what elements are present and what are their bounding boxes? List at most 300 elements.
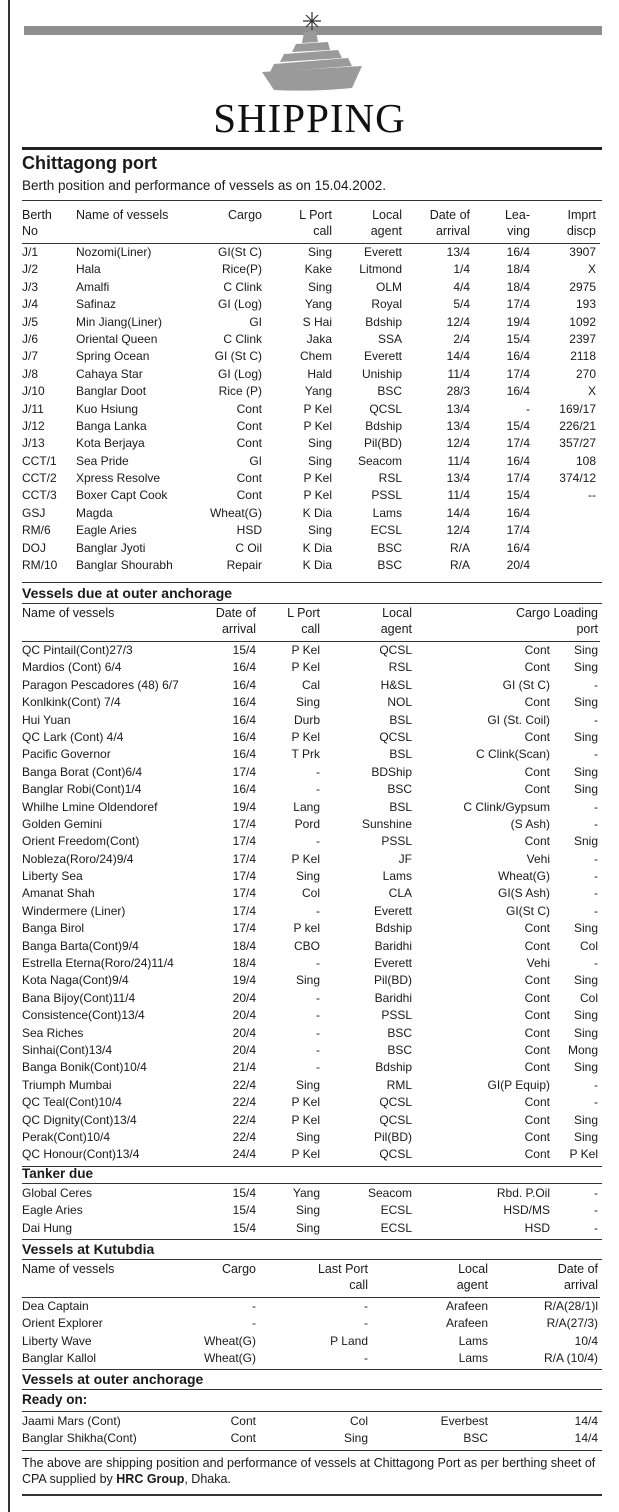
cell-vessel: Dai Hung bbox=[22, 1220, 73, 1235]
cell-lport: P Kel bbox=[303, 418, 332, 433]
cell-agent: Pil(BD) bbox=[374, 1129, 412, 1144]
cell-arrival: 17/4 bbox=[232, 851, 256, 866]
cell-import: 193 bbox=[575, 297, 596, 312]
cell-cargo: Cont bbox=[524, 834, 550, 849]
masthead-title: SHIPPING bbox=[213, 95, 406, 141]
outer-due-header bbox=[22, 605, 600, 639]
cell-vessel: Whilhe Lmine Oldendoref bbox=[22, 799, 158, 814]
cell-cargo: HSD bbox=[524, 1220, 550, 1235]
cell-loading: - bbox=[594, 712, 598, 727]
cell-vessel: Banga Barta(Cont)9/4 bbox=[22, 938, 139, 953]
cell-vessel: Estrella Eterna(Roro/24)11/4 bbox=[22, 956, 174, 971]
cell-loading: - bbox=[594, 816, 598, 831]
cell-lport: Lang bbox=[293, 799, 320, 814]
ready-table bbox=[22, 1413, 600, 1448]
cell-berth: J/1 bbox=[22, 245, 39, 259]
cell-agent: QCSL bbox=[379, 1112, 412, 1127]
cell-lport: K Dia bbox=[302, 558, 332, 573]
cell-loading: - bbox=[594, 677, 598, 692]
outer-due-row bbox=[22, 920, 600, 937]
col-lport: L Port call bbox=[299, 208, 332, 238]
cell-berth: CCT/1 bbox=[22, 453, 57, 468]
cell-import: 2118 bbox=[570, 349, 596, 364]
cell-arrival: 14/4 bbox=[574, 1431, 598, 1446]
cell-lport: - bbox=[316, 1042, 320, 1057]
cell-cargo: HSD/MS bbox=[503, 1203, 550, 1218]
cell-agent: PSSL bbox=[371, 488, 402, 503]
masthead-rule bbox=[22, 147, 602, 150]
cell-arrival: 20/4 bbox=[232, 990, 256, 1005]
tanker-row bbox=[22, 1185, 600, 1202]
cell-arrival: 11/4 bbox=[447, 488, 470, 503]
cell-lport: Sing bbox=[307, 436, 332, 451]
cell-cargo: GI bbox=[249, 314, 262, 329]
cell-import: 226/21 bbox=[559, 418, 596, 433]
cell-leaving: 20/4 bbox=[506, 558, 530, 573]
berth-row bbox=[22, 331, 600, 348]
cell-loading: - bbox=[594, 886, 598, 901]
cell-lport: Hald bbox=[307, 366, 332, 381]
cell-import: 2397 bbox=[569, 331, 596, 346]
ready-rows bbox=[22, 1413, 600, 1448]
cell-vessel: Nozomi(Liner) bbox=[76, 245, 152, 259]
cell-loading: - bbox=[594, 851, 598, 866]
section-title-outer-at: Vessels at outer anchorage bbox=[22, 1371, 204, 1387]
cell-arrival: 15/4 bbox=[232, 1220, 256, 1235]
cell-arrival: 15/4 bbox=[232, 1203, 256, 1218]
cell-cargo: Cont bbox=[524, 1112, 550, 1127]
cell-loading: Mong bbox=[567, 1042, 598, 1057]
cell-cargo: Cont bbox=[524, 729, 550, 744]
cell-lport: P Land bbox=[330, 1333, 368, 1348]
cell-arrival: 19/4 bbox=[232, 973, 256, 988]
cell-agent: Bdship bbox=[375, 1060, 412, 1075]
cell-agent: PSSL bbox=[381, 834, 412, 849]
cell-agent: ECSL bbox=[380, 1203, 412, 1218]
cell-cargo: GI(St C) bbox=[218, 245, 262, 259]
outer-due-row bbox=[22, 1129, 600, 1146]
cell-leaving: 15/4 bbox=[506, 418, 530, 433]
cell-agent: Baridhi bbox=[374, 938, 412, 953]
ready-row bbox=[22, 1413, 600, 1430]
cell-cargo: C Clink bbox=[223, 331, 262, 346]
cell-agent: Seacom bbox=[357, 453, 402, 468]
cell-arrival: 12/4 bbox=[446, 314, 470, 329]
cell-arrival: 10/4 bbox=[574, 1333, 598, 1348]
outer-due-row bbox=[22, 781, 600, 798]
rule bbox=[22, 1411, 602, 1412]
cell-cargo: Cont bbox=[524, 660, 550, 675]
cell-lport: Sing bbox=[343, 1431, 368, 1446]
cell-arrival: 1/4 bbox=[453, 262, 470, 277]
cell-lport: Jaka bbox=[306, 331, 332, 346]
cell-import: 3907 bbox=[569, 245, 596, 259]
cell-agent: Everett bbox=[363, 349, 402, 364]
rule bbox=[22, 1389, 602, 1390]
cell-leaving: 17/4 bbox=[506, 366, 530, 381]
cell-lport: Sing bbox=[295, 1077, 320, 1092]
cell-cargo: Cont bbox=[524, 695, 550, 710]
cell-agent: Pil(BD) bbox=[364, 436, 402, 451]
cell-arrival: R/A(27/3) bbox=[546, 1316, 598, 1331]
col-cargo: Cargo bbox=[227, 208, 262, 222]
cell-arrival: 16/4 bbox=[232, 695, 256, 710]
berth-row bbox=[22, 418, 600, 435]
cell-leaving: 16/4 bbox=[506, 245, 530, 259]
cell-agent: Sunshine bbox=[361, 816, 412, 831]
cell-lport: - bbox=[316, 782, 320, 797]
cell-agent: BSL bbox=[389, 712, 412, 727]
cell-agent: Bdship bbox=[365, 314, 402, 329]
section-title-outer-due: Vessels due at outer anchorage bbox=[22, 585, 233, 601]
cell-arrival: 16/4 bbox=[232, 729, 256, 744]
cell-vessel: Safinaz bbox=[76, 297, 117, 312]
cell-agent: Lams bbox=[458, 1333, 488, 1348]
cell-arrival: 15/4 bbox=[232, 1186, 256, 1200]
cell-cargo: Cont bbox=[236, 418, 262, 433]
cell-agent: H&SL bbox=[380, 677, 412, 692]
outer-due-row bbox=[22, 851, 600, 868]
cell-lport: K Dia bbox=[302, 540, 332, 555]
cell-agent: Everbest bbox=[440, 1414, 488, 1428]
outer-due-row bbox=[22, 833, 600, 850]
cell-arrival: 5/4 bbox=[453, 297, 470, 312]
col-arrival: Date of arrival bbox=[215, 606, 256, 636]
cell-berth: J/11 bbox=[22, 401, 44, 416]
cell-arrival: 14/4 bbox=[574, 1414, 598, 1428]
cell-cargo: Wheat(G) bbox=[209, 505, 262, 520]
cell-loading: Sing bbox=[573, 1008, 598, 1023]
cell-berth: RM/10 bbox=[22, 558, 58, 573]
cell-arrival: 24/4 bbox=[232, 1147, 256, 1162]
cell-cargo: Cont bbox=[236, 401, 262, 416]
cell-import: 2975 bbox=[569, 279, 596, 294]
cell-lport: P Kel bbox=[291, 1147, 320, 1162]
cell-agent: NOL bbox=[387, 695, 412, 710]
tanker-rows bbox=[22, 1185, 600, 1237]
col-lport: L Port call bbox=[287, 606, 320, 636]
outer-due-row bbox=[22, 1007, 600, 1024]
col-leaving: Lea- ving bbox=[504, 208, 530, 238]
cell-cargo: Cont bbox=[524, 1008, 550, 1023]
cell-cargo: Cont bbox=[524, 921, 550, 936]
cell-leaving: 17/4 bbox=[506, 297, 530, 312]
cell-vessel: Kota Naga(Cont)9/4 bbox=[22, 973, 129, 988]
cell-lport: - bbox=[316, 956, 320, 971]
cell-cargo: Wheat(G) bbox=[203, 1351, 256, 1366]
cell-loading: Sing bbox=[573, 660, 598, 675]
kutubdia-row bbox=[22, 1350, 600, 1367]
cell-berth: J/4 bbox=[22, 297, 39, 312]
cell-lport: P Kel bbox=[303, 488, 332, 503]
cell-agent: CLA bbox=[388, 886, 412, 901]
cell-cargo: - bbox=[252, 1299, 256, 1313]
cell-loading: Sing bbox=[573, 695, 598, 710]
cell-vessel: Banglar Kallol bbox=[22, 1351, 97, 1366]
cell-agent: Arafeen bbox=[445, 1316, 488, 1331]
cell-loading: - bbox=[594, 956, 598, 971]
cell-loading: Snig bbox=[573, 834, 598, 849]
cell-lport: Sing bbox=[295, 1129, 320, 1144]
cell-vessel: Amanat Shah bbox=[22, 886, 95, 901]
cell-arrival: 17/4 bbox=[232, 903, 256, 918]
cell-vessel: Liberty Wave bbox=[22, 1333, 92, 1348]
cell-arrival: 22/4 bbox=[232, 1129, 256, 1144]
cell-arrival: 19/4 bbox=[232, 799, 256, 814]
cell-agent: Pil(BD) bbox=[374, 973, 412, 988]
cell-arrival: 22/4 bbox=[232, 1077, 256, 1092]
cell-agent: SSA bbox=[377, 331, 402, 346]
note-end: , Dhaka. bbox=[184, 1472, 231, 1486]
cell-loading: Col bbox=[579, 938, 598, 953]
cell-vessel: Amalfi bbox=[76, 279, 110, 294]
cell-lport: Durb bbox=[293, 712, 320, 727]
outer-due-row bbox=[22, 729, 600, 746]
cell-leaving: 16/4 bbox=[506, 505, 530, 520]
cell-lport: - bbox=[364, 1316, 368, 1331]
section-title-tanker: Tanker due bbox=[22, 1166, 94, 1181]
berth-row bbox=[22, 522, 600, 539]
cell-berth: J/6 bbox=[22, 331, 39, 346]
cell-loading: Col bbox=[579, 990, 598, 1005]
outer-due-row bbox=[22, 694, 600, 711]
cell-cargo: Cont bbox=[524, 938, 550, 953]
cell-vessel: Banga Bonik(Cont)10/4 bbox=[22, 1060, 147, 1075]
cell-vessel: Orient Explorer bbox=[22, 1316, 103, 1331]
cell-cargo: Wheat(G) bbox=[203, 1333, 256, 1348]
berth-table-header bbox=[22, 207, 600, 241]
cell-vessel: Kota Berjaya bbox=[76, 436, 145, 451]
cell-berth: GSJ bbox=[22, 505, 46, 520]
cell-agent: Litmond bbox=[359, 262, 402, 277]
outer-due-row bbox=[22, 938, 600, 955]
cell-leaving: 18/4 bbox=[506, 279, 530, 294]
outer-due-row bbox=[22, 1112, 600, 1129]
tanker-table bbox=[22, 1185, 600, 1237]
outer-due-row bbox=[22, 799, 600, 816]
cell-vessel: Nobleza(Roro/24)9/4 bbox=[22, 851, 134, 866]
rule bbox=[22, 1183, 602, 1184]
cell-arrival: 11/4 bbox=[447, 453, 470, 468]
cell-cargo: Cont bbox=[236, 488, 262, 503]
cell-arrival: 18/4 bbox=[232, 938, 256, 953]
cell-leaving: 18/4 bbox=[506, 262, 530, 277]
col-arrival: Date of arrival bbox=[557, 1262, 598, 1292]
cell-agent: BSC bbox=[463, 1431, 488, 1446]
cell-agent: BSC bbox=[377, 540, 402, 555]
cell-vessel: Banglar Jyoti bbox=[76, 540, 146, 555]
cell-lport: Sing bbox=[295, 869, 320, 884]
cell-agent: Uniship bbox=[361, 366, 402, 381]
cell-vessel: Sinhai(Cont)13/4 bbox=[22, 1042, 113, 1057]
cell-arrival: 16/4 bbox=[232, 712, 256, 727]
cell-arrival: R/A bbox=[449, 540, 470, 555]
cell-lport: Sing bbox=[307, 453, 332, 468]
cell-lport: P Kel bbox=[291, 643, 320, 657]
cell-vessel: Bana Bijoy(Cont)11/4 bbox=[22, 990, 136, 1005]
outer-due-row bbox=[22, 642, 600, 659]
col-vessel: Name of vessels bbox=[76, 208, 169, 222]
cell-vessel: QC Honour(Cont)13/4 bbox=[22, 1147, 140, 1162]
ship-icon bbox=[252, 10, 372, 96]
cell-agent: Lams bbox=[372, 505, 402, 520]
cell-arrival: 22/4 bbox=[232, 1095, 256, 1110]
cell-import: -- bbox=[588, 488, 596, 503]
cell-arrival: 28/3 bbox=[446, 384, 470, 399]
source-note bbox=[22, 1455, 602, 1487]
cell-lport: P Kel bbox=[291, 1112, 320, 1127]
cell-vessel: Perak(Cont)10/4 bbox=[22, 1129, 111, 1144]
outer-due-row bbox=[22, 1077, 600, 1094]
cell-vessel: Pacific Governor bbox=[22, 747, 111, 762]
cell-agent: BSC bbox=[377, 384, 402, 399]
cell-lport: Yang bbox=[304, 384, 332, 399]
cell-agent: QCSL bbox=[369, 401, 402, 416]
cell-arrival: 12/4 bbox=[446, 436, 470, 451]
cell-arrival: 13/4 bbox=[446, 471, 470, 486]
cell-arrival: 4/4 bbox=[453, 279, 470, 294]
cell-loading: Sing bbox=[573, 764, 598, 779]
cell-lport: - bbox=[316, 990, 320, 1005]
cell-arrival: 18/4 bbox=[232, 956, 256, 971]
cell-agent: Arafeen bbox=[445, 1299, 488, 1313]
cell-lport: Sing bbox=[295, 1203, 320, 1218]
rule bbox=[22, 1259, 602, 1260]
outer-due-table bbox=[22, 605, 600, 1164]
cell-loading: - bbox=[594, 799, 598, 814]
cell-cargo: Cont bbox=[524, 973, 550, 988]
cell-arrival: 17/4 bbox=[232, 921, 256, 936]
outer-due-row bbox=[22, 764, 600, 781]
cell-cargo: Wheat(G) bbox=[497, 869, 550, 884]
cell-arrival: 16/4 bbox=[232, 782, 256, 797]
kutubdia-row bbox=[22, 1315, 600, 1332]
rule bbox=[22, 582, 602, 583]
berth-row bbox=[22, 453, 600, 470]
cell-vessel: Triumph Mumbai bbox=[22, 1077, 112, 1092]
cell-lport: P Kel bbox=[291, 1095, 320, 1110]
kutubdia-header bbox=[22, 1261, 600, 1295]
cell-cargo: Rice (P) bbox=[218, 384, 262, 399]
cell-agent: Bdship bbox=[365, 418, 402, 433]
tanker-row bbox=[22, 1220, 600, 1237]
col-cargo: Cargo bbox=[515, 606, 550, 620]
cell-cargo: C Clink bbox=[223, 279, 262, 294]
col-import: Imprt discp bbox=[566, 208, 596, 238]
cell-cargo: Cont bbox=[524, 990, 550, 1005]
rule bbox=[22, 1166, 602, 1167]
cell-lport: Sing bbox=[307, 523, 332, 538]
cell-agent: Everett bbox=[373, 956, 412, 971]
cell-berth: DOJ bbox=[22, 540, 46, 555]
cell-lport: P Kel bbox=[291, 660, 320, 675]
cell-loading: - bbox=[594, 869, 598, 884]
cell-vessel: Sea Pride bbox=[76, 453, 129, 468]
outer-due-row bbox=[22, 885, 600, 902]
cell-import: 108 bbox=[575, 453, 596, 468]
cell-agent: BSC bbox=[387, 1025, 412, 1040]
cell-vessel: QC Dignity(Cont)13/4 bbox=[22, 1112, 137, 1127]
kutubdia-row bbox=[22, 1333, 600, 1350]
cell-loading: - bbox=[594, 1077, 598, 1092]
cell-cargo: Cont bbox=[524, 1129, 550, 1144]
cell-lport: Chem bbox=[299, 349, 332, 364]
cell-vessel: Kuo Hsiung bbox=[76, 401, 139, 416]
cell-agent: ECSL bbox=[370, 523, 402, 538]
section-title-kutubdia: Vessels at Kutubdia bbox=[22, 1241, 155, 1257]
cell-agent: Everett bbox=[363, 245, 402, 259]
col-agent: Local agent bbox=[456, 1262, 488, 1292]
outer-due-row bbox=[22, 677, 600, 694]
cell-vessel: Jaami Mars (Cont) bbox=[22, 1414, 121, 1428]
cell-agent: Royal bbox=[371, 297, 402, 312]
cell-arrival: 16/4 bbox=[232, 677, 256, 692]
outer-due-row bbox=[22, 1146, 600, 1163]
berth-row bbox=[22, 296, 600, 313]
cell-cargo: Vehi bbox=[526, 956, 550, 971]
cell-agent: BSC bbox=[377, 558, 402, 573]
cell-loading: Sing bbox=[573, 729, 598, 744]
cell-cargo: GI(S Ash) bbox=[497, 886, 550, 901]
cell-berth: RM/6 bbox=[22, 523, 51, 538]
cell-cargo: GI (St C) bbox=[214, 349, 262, 364]
port-subtitle: Berth position and performance of vessels as on 15.04.2002. bbox=[22, 178, 386, 193]
cell-agent: QCSL bbox=[379, 1147, 412, 1162]
berth-row bbox=[22, 279, 600, 296]
berth-row bbox=[22, 366, 600, 383]
cell-leaving: - bbox=[526, 401, 530, 416]
berth-row bbox=[22, 557, 600, 574]
cell-vessel: Hui Yuan bbox=[22, 712, 71, 727]
cell-agent: BSL bbox=[389, 747, 412, 762]
cell-cargo: Cont bbox=[236, 436, 262, 451]
cell-lport: Sing bbox=[307, 245, 332, 259]
cell-cargo: Vehi bbox=[526, 851, 550, 866]
cell-lport: Col bbox=[301, 886, 320, 901]
cell-vessel: Boxer Capt Cook bbox=[76, 488, 168, 503]
cell-berth: J/7 bbox=[22, 349, 39, 364]
cell-arrival: 13/4 bbox=[446, 401, 470, 416]
cell-vessel: Windermere (Liner) bbox=[22, 903, 126, 918]
cell-cargo: Rice(P) bbox=[221, 262, 262, 277]
col-arrival: Date of arrival bbox=[429, 208, 470, 238]
cell-vessel: Konlkink(Cont) 7/4 bbox=[22, 695, 121, 710]
kutubdia-table bbox=[22, 1261, 600, 1368]
cell-cargo: C Oil bbox=[235, 540, 262, 555]
outer-due-rows bbox=[22, 642, 600, 1164]
cell-lport: Yang bbox=[292, 1186, 320, 1200]
cell-lport: Sing bbox=[295, 973, 320, 988]
outer-due-row bbox=[22, 955, 600, 972]
cell-lport: - bbox=[316, 903, 320, 918]
cell-agent: Everett bbox=[373, 903, 412, 918]
berth-table bbox=[22, 207, 600, 574]
cell-lport: - bbox=[364, 1351, 368, 1366]
outer-due-row bbox=[22, 1042, 600, 1059]
cell-cargo: Cont bbox=[524, 782, 550, 797]
outer-due-row bbox=[22, 712, 600, 729]
cell-arrival: 15/4 bbox=[232, 643, 256, 657]
port-title: Chittagong port bbox=[22, 153, 157, 173]
berth-row bbox=[22, 244, 600, 261]
cell-lport: T Prk bbox=[291, 747, 320, 762]
cell-cargo: GI (Log) bbox=[217, 297, 262, 312]
cell-lport: Sing bbox=[307, 279, 332, 294]
cell-cargo: HSD bbox=[236, 523, 262, 538]
cell-berth: J/2 bbox=[22, 262, 39, 277]
cell-lport: Sing bbox=[295, 1220, 320, 1235]
berth-row bbox=[22, 383, 600, 400]
